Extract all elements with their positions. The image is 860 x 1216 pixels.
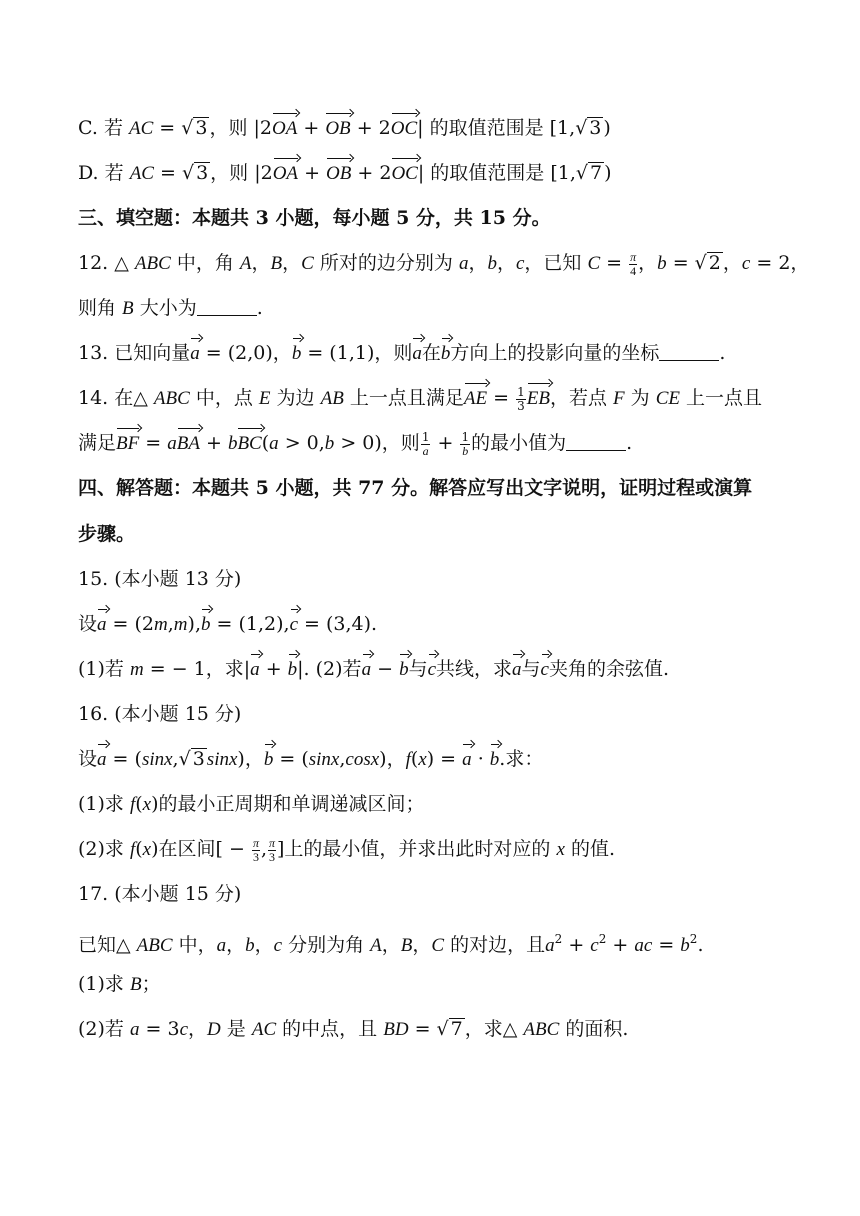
- section4-heading-line1: 四、解答题：本题共 5 小题，共 77 分。解答应写出文字说明，证明过程或演算: [78, 477, 753, 499]
- q15-parts: (1)若 m = − 1，求|a + b|. (2)若a − b与c共线，求a与c夹角的余弦值.: [78, 655, 800, 684]
- q17-header: 17. (本小题 15 分): [78, 883, 242, 905]
- answer-blank: [566, 432, 626, 451]
- q17-given: 已知△ ABC 中，a，b，c 分别为角 A，B，C 的对边，且$a^2 + c^2$ + ac = $b^2$.: [78, 932, 704, 956]
- section4-heading-line2: 步骤。: [78, 523, 136, 545]
- section3-heading: 三、填空题：本题共 3 小题，每小题 5 分，共 15 分。: [78, 207, 551, 229]
- q16-part2: (2)求 f(x)在区间[ − $\frac{\pi}{3}$ , $\frac{\pi}{3}$ ]上的最小值，并求出此时对应的 x 的值.: [78, 835, 615, 864]
- q14-line1: 14. 在△ ABC 中，点 E 为边 AB 上一点且满足AE = $\frac{1}{3}$ EB，若点 F 为 CE 上一点且: [78, 384, 763, 413]
- q12-line2: 则角 B 大小为 .: [78, 297, 263, 319]
- q15-given: 设a = (2m,m),b = (1,2),c = (3,4).: [78, 610, 800, 639]
- q13: 13. 已知向量a = (2,0)，b = (1,1)，则a在b方向上的投影向量的坐标 .: [78, 339, 800, 368]
- option-c: C. 若 AC = √ 3 ，则 |2OA + OB + 2OC| 的取值范围是 [1,√ 3 ): [78, 114, 800, 143]
- q17-part2: (2)若 a = 3c，D 是 AC 的中点，且 BD = √ 7 ，求△ ABC 的面积.: [78, 1018, 629, 1040]
- q16-header: 16. (本小题 15 分): [78, 703, 242, 725]
- q14-line2: 满足BF = aBA + bBC(a > 0,b > 0)，则 $\frac{1}{a}$ + $\frac{1}{b}$ 的最小值为 .: [78, 429, 633, 458]
- answer-blank: [197, 297, 257, 316]
- q15-header: 15. (本小题 13 分): [78, 568, 242, 590]
- q16-given: 设a = (sinx,√ 3 sinx)，b = (sinx,cosx)，f(x) = a · b.求：: [78, 745, 800, 774]
- q17-part1: (1)求 B；: [78, 973, 161, 995]
- answer-blank: [659, 342, 719, 361]
- q16-part1: (1)求 f(x)的最小正周期和单调递减区间；: [78, 793, 425, 815]
- option-d: D. 若 AC = √ 3 ，则 |2OA + OB + 2OC| 的取值范围是 [1,√ 7 ): [78, 159, 800, 188]
- q12-line1: 12. △ ABC 中，角 A，B，C 所对的边分别为 a，b，c，已知 C = $\frac{\pi}{4}$ ，b = √ 2 ，c = 2，: [78, 249, 810, 278]
